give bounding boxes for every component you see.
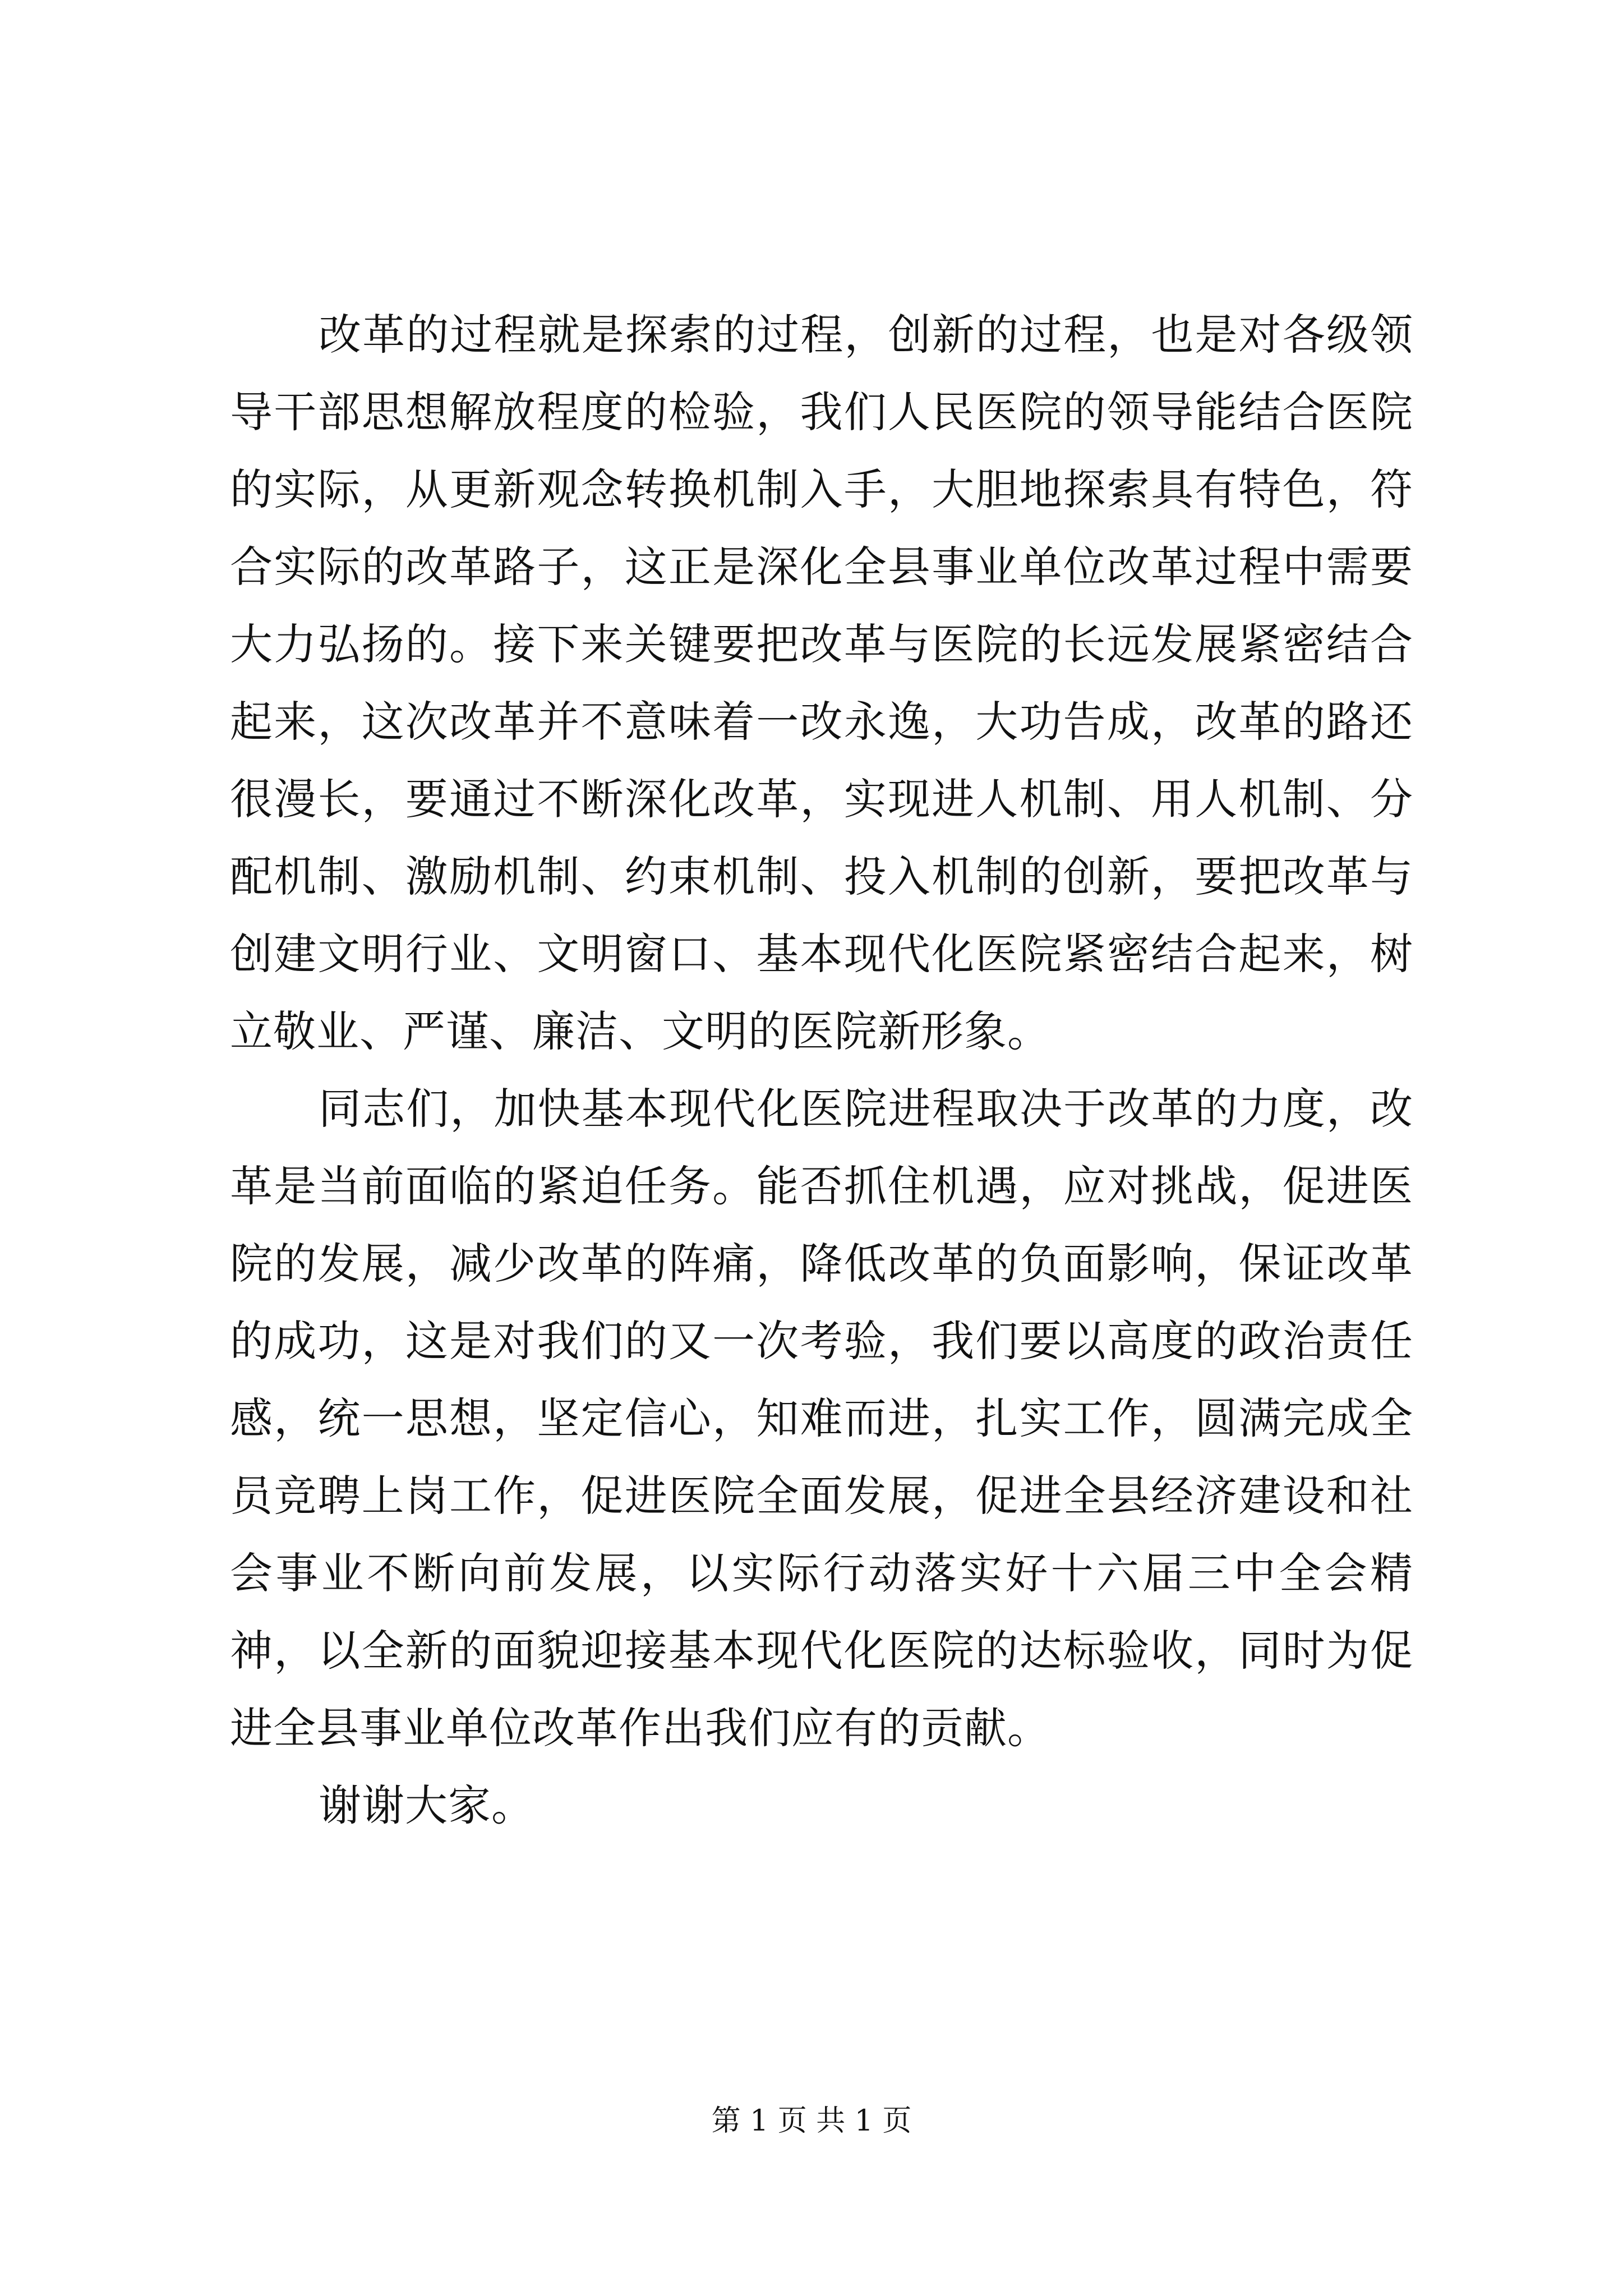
page-footer: 第 1 页 共 1 页 [711, 2104, 912, 2138]
paragraph-comrades: 同志们，加快基本现代化医院进程取决于改革的力度，改革是当前面临的紧迫任务。能否抓住机遇，应对挑战，促进医院的发展，减少改革的阵痛，降低改革的负面影响，保证改革的成功，这是对我们的又一次考验，我们要以高度的政治责任感，统一思想，坚定信心，知难而进，扎实工作，圆满完成全员竞聘上岗工作，促进医院全面发展，促进全县经济建设和社会事业不断向前发展，以实际行动落实好十六届三中全会精神，以全新的面貌迎接基本现代化医院的达标验收，同时为促进全县事业单位改革作出我们应有的贡献。 [230, 1084, 1413, 1753]
document-body [230, 296, 1413, 1844]
paragraph-reform-process: 改革的过程就是探索的过程，创新的过程，也是对各级领导干部思想解放程度的检验，我们人民医院的领导能结合医院的实际，从更新观念转换机制入手，大胆地探索具有特色，符合实际的改革路子，这正是深化全县事业单位改革过程中需要大力弘扬的。接下来关键要把改革与医院的长远发展紧密结合起来，这次改革并不意味着一改永逸，大功告成，改革的路还很漫长，要通过不断深化改革，实现进人机制、用人机制、分配机制、激励机制、约束机制、投入机制的创新，要把改革与创建文明行业、文明窗口、基本现代化医院紧密结合起来，树立敬业、严谨、廉洁、文明的医院新形象。 [230, 310, 1413, 1056]
paragraph-thanks: 谢谢大家。 [319, 1780, 534, 1830]
